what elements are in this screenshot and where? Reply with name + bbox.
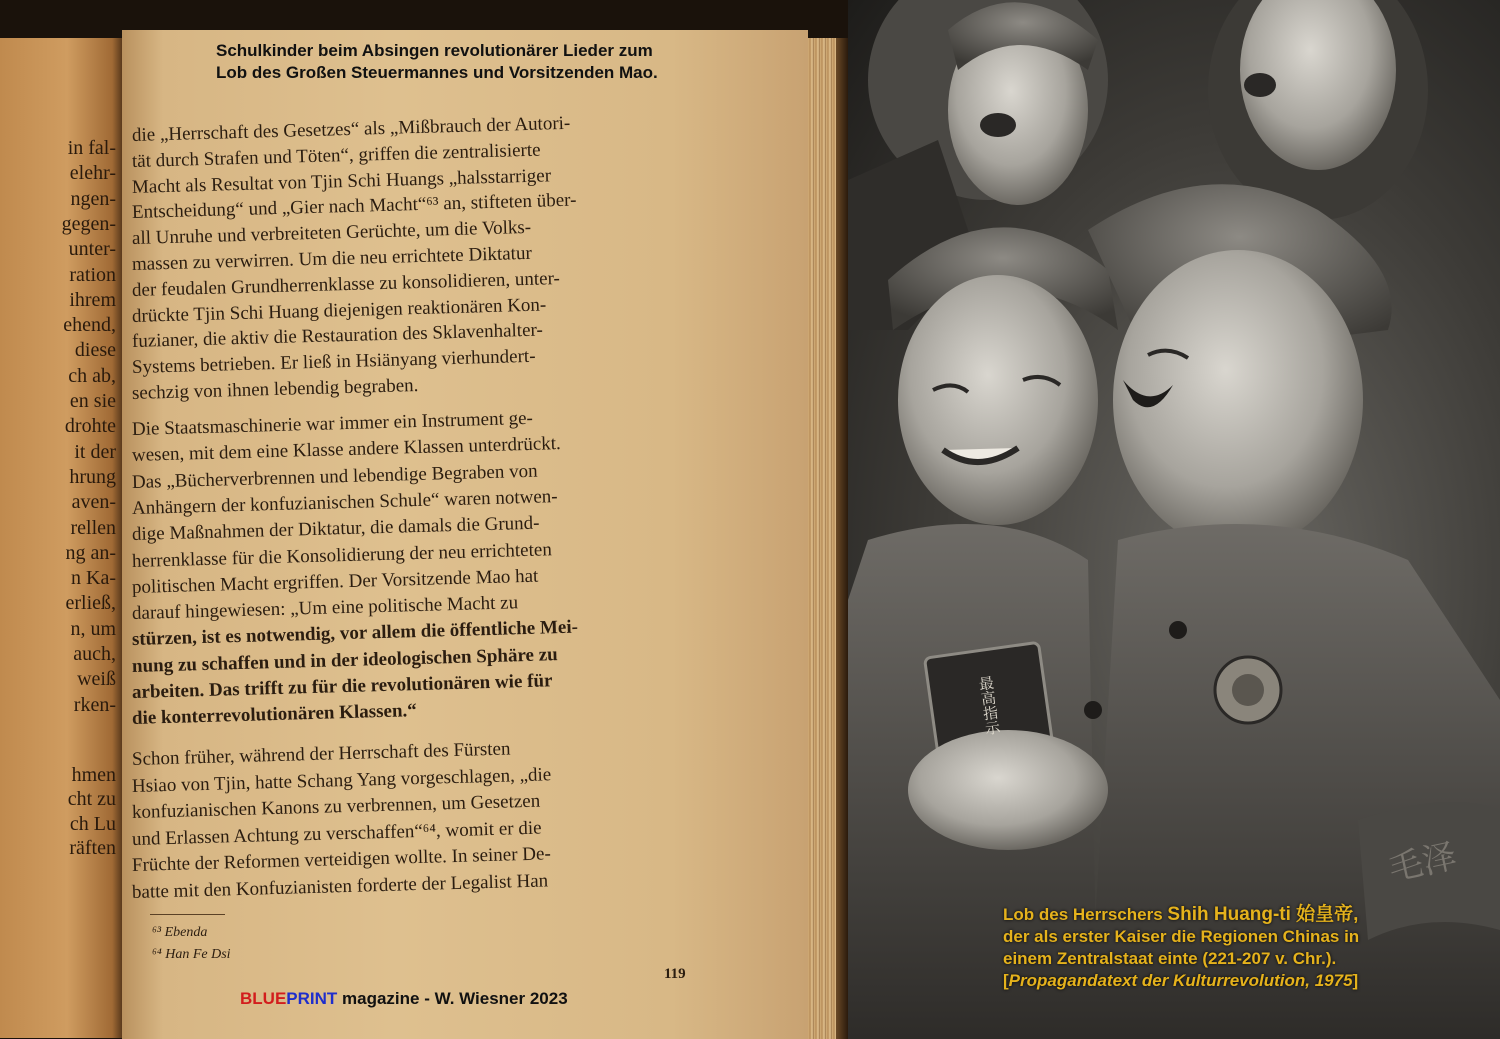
bottom-caption — [1003, 904, 1473, 992]
left-page-line: it der — [74, 440, 116, 463]
left-page-line: hrung — [69, 465, 116, 488]
left-page-line: räften — [69, 837, 116, 860]
book-line: fuzianer, die aktiv die Restauration des Sklavenhalter- — [131, 319, 544, 353]
left-page-line: unter- — [68, 238, 116, 261]
book-page-edges — [808, 38, 848, 1039]
caption-line-2: der als erster Kaiser die Regionen Chinas in — [1003, 927, 1360, 946]
left-page-line: elehr- — [69, 162, 116, 185]
book-line: dige Maßnahmen der Diktatur, die damals die Grund- — [131, 512, 540, 546]
left-page-line: in fal- — [67, 137, 116, 159]
credit-rest: magazine - W. Wiesner 2023 — [337, 989, 568, 1008]
left-page-line: erließ, — [65, 592, 116, 615]
left-page-line: cht zu — [67, 788, 116, 811]
page-number: 119 — [664, 966, 686, 982]
book-line: wesen, mit dem eine Klasse andere Klassen unterdrückt. — [131, 433, 562, 467]
left-page-line: en sie — [69, 390, 116, 412]
book-line: tät durch Strafen und Töten“, griffen die zentralisierte — [131, 139, 541, 172]
book-line: nung zu schaffen und in der ideologischen Sphäre zu — [131, 643, 558, 677]
bracket-close: ] — [1352, 971, 1359, 990]
left-page-line: ehend, — [63, 314, 116, 337]
left-page-line: ch ab, — [68, 364, 116, 387]
book-line: Macht als Resultat von Tjin Schi Huangs „halsstarriger — [131, 164, 552, 198]
book-line: Hsiao von Tjin, hatte Schang Yang vorgeschlagen, „die — [131, 763, 552, 797]
book-line: massen zu verwirren. Um die neu errichtete Diktatur — [131, 242, 533, 275]
bracket-open: [ — [1003, 971, 1009, 990]
book-line: die konterrevolutionären Klassen.“ — [131, 700, 418, 730]
book-line: darauf hingewiesen: „Um eine politische Macht zu — [131, 592, 519, 625]
left-page-line: n, um — [70, 617, 116, 640]
footnote-2: ⁶⁴ Han Fe Dsi — [152, 947, 231, 962]
left-page-line: ihrem — [69, 288, 116, 311]
left-page-line: diese — [74, 339, 116, 362]
book-line: und Erlassen Achtung zu verschaffen“⁶⁴, womit er die — [131, 817, 542, 850]
left-page-line: rken- — [73, 693, 116, 716]
book-line: Das „Bücherverbrennen und lebendige Begraben von — [131, 460, 538, 493]
left-page-line: rellen — [70, 516, 116, 539]
left-book-page — [0, 38, 122, 1038]
left-page-line: ngen- — [70, 187, 116, 210]
book-line: Die Staatsmaschinerie war immer ein Instrument ge- — [131, 407, 534, 440]
footnote-1: ⁶³ Ebenda — [152, 925, 208, 940]
footnote-rule — [150, 914, 225, 915]
book-line: sechzig von ihnen lebendig begraben. — [131, 375, 419, 404]
left-page-line: hmen — [71, 763, 116, 786]
book-page — [122, 30, 808, 1039]
left-page-line: ch Lu — [69, 812, 116, 835]
caption-source: Propagandatext der Kulturrevolution, 1975 — [1008, 971, 1353, 990]
book-line: Anhängern der konfuzianischen Schule“ waren notwen- — [131, 486, 558, 519]
propaganda-photo — [848, 0, 1500, 1039]
armband-label: 毛泽 — [1385, 836, 1461, 890]
left-page-line: n Ka- — [71, 567, 116, 590]
left-page-line: drohte — [64, 415, 116, 438]
caption-line-3: einem Zentralstaat einte (221-207 v. Chr.). — [1003, 949, 1337, 968]
book-line: konfuzianischen Kanons zu verbrennen, um Gesetzen — [131, 790, 541, 823]
credit-print: PRINT — [286, 989, 338, 1008]
credit-blue: BLUE — [240, 989, 287, 1008]
left-page-line: weiß — [77, 668, 116, 691]
left-page-line: auch, — [73, 643, 116, 665]
caption-prefix: Lob des Herrschers — [1003, 905, 1163, 924]
book-line: der feudalen Grundherrenklasse zu konsolidieren, unter- — [131, 267, 561, 301]
book-line: arbeiten. Das trifft zu für die revolutionären wie für — [131, 670, 553, 703]
book-line: all Unruhe und verbreiteten Gerüchte, um die Volks- — [131, 217, 532, 250]
top-caption — [216, 40, 776, 84]
little-red-book-label: 最高指示 — [975, 674, 1003, 737]
left-page-line: ng an- — [65, 541, 116, 564]
top-caption-line-1: Schulkinder beim Absingen revolutionärer Lieder zum — [216, 41, 653, 60]
book-line: batte mit den Konfuzianisten forderte der Legalist Han — [131, 869, 549, 903]
top-caption-line-2: Lob des Großen Steuermannes und Vorsitzenden Mao. — [216, 63, 658, 82]
book-line: Früchte der Reformen verteidigen wollte. In seiner De- — [131, 843, 552, 876]
book-line: stürzen, ist es notwendig, vor allem die öffentliche Mei- — [131, 616, 579, 651]
left-page-line: ration — [69, 263, 116, 286]
book-line: Systems betrieben. Er ließ in Hsiänyang vierhundert- — [131, 345, 536, 379]
left-page-line: gegen- — [61, 212, 116, 235]
book-line: Entscheidung“ und „Gier nach Macht“⁶³ an, stifteten über- — [131, 189, 577, 224]
book-line: drückte Tjin Schi Huang diejenigen reaktionären Kon- — [131, 294, 547, 327]
left-page-line: aven- — [71, 491, 116, 514]
book-line: die „Herrschaft des Gesetzes“ als „Mißbrauch der Autori- — [131, 112, 571, 146]
book-line: Schon früher, während der Herrschaft des Fürsten — [131, 738, 511, 770]
book-line: politischen Macht ergriffen. Der Vorsitzende Mao hat — [131, 565, 539, 598]
credit-line — [240, 989, 568, 1009]
caption-ruler-name: Shih Huang-ti 始皇帝, — [1167, 904, 1359, 925]
book-line: herrenklasse für die Konsolidierung der neu errichteten — [131, 538, 553, 572]
